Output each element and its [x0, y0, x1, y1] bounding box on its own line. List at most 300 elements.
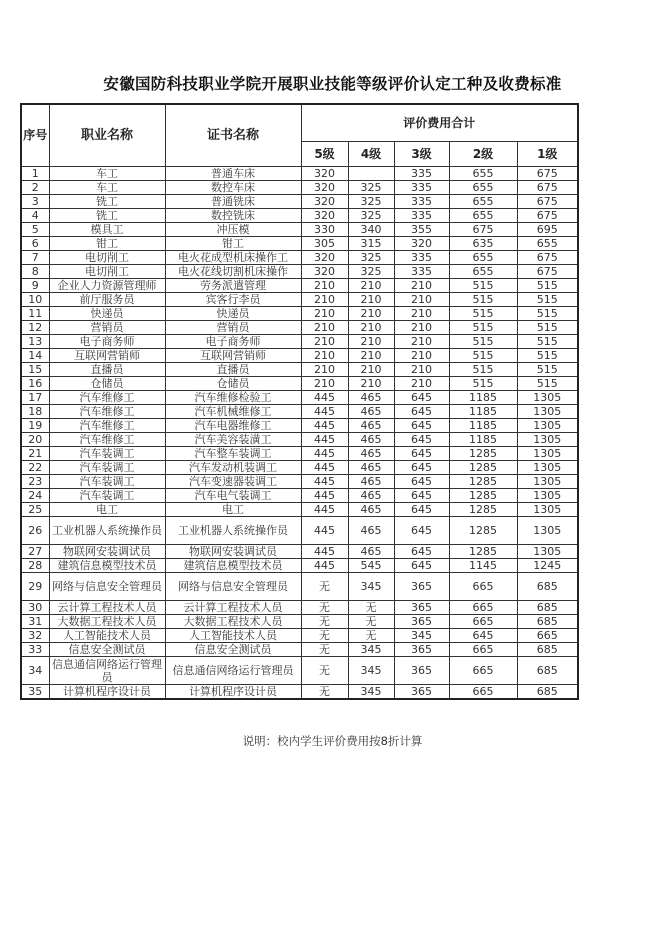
cell-certificate: 钳工 [165, 237, 301, 251]
cell-occupation: 汽车装调工 [49, 475, 165, 489]
page-title: 安徽国防科技职业学院开展职业技能等级评价认定工种及收费标准 [103, 75, 562, 93]
cell-level-4: 465 [348, 475, 394, 489]
cell-level-3: 210 [394, 293, 449, 307]
cell-level-2: 1285 [449, 461, 517, 475]
cell-level-5: 210 [301, 377, 348, 391]
cell-occupation: 云计算工程技术人员 [49, 601, 165, 615]
cell-no: 29 [21, 573, 49, 601]
cell-level-4: 325 [348, 209, 394, 223]
header-level-4: 4级 [348, 142, 394, 167]
cell-no: 26 [21, 517, 49, 545]
cell-no: 6 [21, 237, 49, 251]
cell-level-3: 355 [394, 223, 449, 237]
cell-no: 30 [21, 601, 49, 615]
cell-level-1: 1305 [517, 489, 578, 503]
table-row [21, 461, 578, 475]
cell-level-2: 1145 [449, 559, 517, 573]
cell-no: 4 [21, 209, 49, 223]
cell-certificate: 冲压模 [165, 223, 301, 237]
table-row [21, 167, 578, 181]
cell-level-5: 无 [301, 643, 348, 657]
cell-level-5: 445 [301, 391, 348, 405]
cell-no: 8 [21, 265, 49, 279]
cell-level-3: 335 [394, 167, 449, 181]
cell-level-2: 515 [449, 307, 517, 321]
cell-certificate: 汽车电气装调工 [165, 489, 301, 503]
table-row [21, 223, 578, 237]
table-row [21, 685, 578, 700]
cell-level-2: 515 [449, 335, 517, 349]
table-row [21, 657, 578, 685]
cell-no: 15 [21, 363, 49, 377]
cell-no: 21 [21, 447, 49, 461]
cell-level-1: 515 [517, 335, 578, 349]
cell-level-1: 1305 [517, 461, 578, 475]
cell-certificate: 信息通信网络运行管理员 [165, 657, 301, 685]
table-row [21, 601, 578, 615]
cell-level-2: 1285 [449, 447, 517, 461]
cell-occupation: 汽车维修工 [49, 433, 165, 447]
cell-level-2: 655 [449, 181, 517, 195]
cell-level-3: 210 [394, 307, 449, 321]
cell-certificate: 计算机程序设计员 [165, 685, 301, 700]
footnote: 说明：校内学生评价费用按8折计算 [242, 734, 423, 748]
cell-level-4: 345 [348, 643, 394, 657]
cell-level-4: 325 [348, 251, 394, 265]
cell-level-4: 325 [348, 265, 394, 279]
cell-level-3: 645 [394, 475, 449, 489]
fee-table [20, 103, 579, 700]
cell-level-4: 345 [348, 685, 394, 700]
table-row [21, 629, 578, 643]
cell-certificate: 电火花成型机床操作工 [165, 251, 301, 265]
cell-level-5: 445 [301, 559, 348, 573]
cell-level-1: 675 [517, 265, 578, 279]
cell-no: 20 [21, 433, 49, 447]
table-row [21, 377, 578, 391]
cell-occupation: 车工 [49, 181, 165, 195]
cell-level-2: 645 [449, 629, 517, 643]
table-row [21, 349, 578, 363]
table-row [21, 489, 578, 503]
table-row [21, 181, 578, 195]
cell-certificate: 快递员 [165, 307, 301, 321]
cell-occupation: 汽车装调工 [49, 447, 165, 461]
cell-level-1: 1305 [517, 447, 578, 461]
table-row [21, 391, 578, 405]
table-row [21, 475, 578, 489]
cell-level-3: 320 [394, 237, 449, 251]
cell-level-1: 675 [517, 167, 578, 181]
table-row [21, 615, 578, 629]
cell-level-4: 465 [348, 489, 394, 503]
cell-level-2: 515 [449, 349, 517, 363]
cell-no: 35 [21, 685, 49, 700]
cell-level-4: 无 [348, 615, 394, 629]
table-row [21, 321, 578, 335]
cell-certificate: 数控车床 [165, 181, 301, 195]
cell-level-4: 345 [348, 657, 394, 685]
cell-level-3: 335 [394, 181, 449, 195]
cell-level-1: 685 [517, 573, 578, 601]
table-row [21, 573, 578, 601]
cell-level-3: 365 [394, 643, 449, 657]
cell-level-1: 515 [517, 321, 578, 335]
table-row [21, 237, 578, 251]
cell-no: 14 [21, 349, 49, 363]
cell-level-5: 无 [301, 601, 348, 615]
cell-level-5: 445 [301, 517, 348, 545]
cell-level-5: 无 [301, 629, 348, 643]
cell-certificate: 普通铣床 [165, 195, 301, 209]
cell-level-1: 1305 [517, 545, 578, 559]
cell-occupation: 网络与信息安全管理员 [49, 573, 165, 601]
cell-no: 3 [21, 195, 49, 209]
cell-level-5: 210 [301, 279, 348, 293]
cell-level-3: 645 [394, 405, 449, 419]
cell-level-1: 685 [517, 615, 578, 629]
cell-level-3: 645 [394, 391, 449, 405]
cell-no: 27 [21, 545, 49, 559]
cell-level-4: 210 [348, 293, 394, 307]
cell-level-4: 315 [348, 237, 394, 251]
cell-level-1: 675 [517, 251, 578, 265]
cell-level-2: 1185 [449, 419, 517, 433]
cell-certificate: 劳务派遣管理 [165, 279, 301, 293]
cell-certificate: 汽车电器维修工 [165, 419, 301, 433]
cell-no: 33 [21, 643, 49, 657]
header-level-3: 3级 [394, 142, 449, 167]
cell-occupation: 仓储员 [49, 377, 165, 391]
cell-level-4: 325 [348, 181, 394, 195]
cell-occupation: 前厅服务员 [49, 293, 165, 307]
cell-level-3: 365 [394, 601, 449, 615]
cell-level-1: 1305 [517, 517, 578, 545]
cell-level-1: 665 [517, 629, 578, 643]
cell-level-5: 320 [301, 167, 348, 181]
cell-no: 31 [21, 615, 49, 629]
cell-no: 28 [21, 559, 49, 573]
cell-occupation: 营销员 [49, 321, 165, 335]
cell-no: 19 [21, 419, 49, 433]
cell-level-4: 465 [348, 405, 394, 419]
cell-certificate: 汽车整车装调工 [165, 447, 301, 461]
cell-occupation: 车工 [49, 167, 165, 181]
cell-occupation: 钳工 [49, 237, 165, 251]
cell-level-2: 655 [449, 265, 517, 279]
cell-level-5: 445 [301, 447, 348, 461]
cell-level-5: 210 [301, 335, 348, 349]
cell-occupation: 汽车装调工 [49, 489, 165, 503]
cell-level-5: 305 [301, 237, 348, 251]
cell-certificate: 工业机器人系统操作员 [165, 517, 301, 545]
table-body [21, 167, 578, 700]
cell-occupation: 互联网营销师 [49, 349, 165, 363]
cell-level-2: 665 [449, 685, 517, 700]
cell-level-4: 210 [348, 349, 394, 363]
table-row [21, 293, 578, 307]
cell-level-2: 1285 [449, 475, 517, 489]
cell-level-3: 645 [394, 545, 449, 559]
cell-occupation: 物联网安装调试员 [49, 545, 165, 559]
cell-level-3: 345 [394, 629, 449, 643]
cell-occupation: 快递员 [49, 307, 165, 321]
header-certificate: 证书名称 [165, 104, 301, 167]
cell-level-5: 无 [301, 657, 348, 685]
cell-level-4: 210 [348, 307, 394, 321]
cell-no: 11 [21, 307, 49, 321]
cell-no: 2 [21, 181, 49, 195]
cell-certificate: 汽车美容装潢工 [165, 433, 301, 447]
cell-level-3: 645 [394, 433, 449, 447]
cell-certificate: 汽车发动机装调工 [165, 461, 301, 475]
cell-level-3: 335 [394, 251, 449, 265]
cell-level-3: 645 [394, 559, 449, 573]
cell-level-1: 515 [517, 279, 578, 293]
table-row [21, 517, 578, 545]
cell-certificate: 数控铣床 [165, 209, 301, 223]
table-row [21, 209, 578, 223]
cell-level-3: 365 [394, 685, 449, 700]
cell-level-5: 445 [301, 475, 348, 489]
cell-level-5: 445 [301, 489, 348, 503]
cell-level-3: 645 [394, 503, 449, 517]
cell-no: 34 [21, 657, 49, 685]
cell-level-1: 1305 [517, 433, 578, 447]
cell-occupation: 电子商务师 [49, 335, 165, 349]
cell-level-4: 465 [348, 447, 394, 461]
cell-occupation: 工业机器人系统操作员 [49, 517, 165, 545]
cell-level-4: 465 [348, 391, 394, 405]
cell-level-4: 210 [348, 279, 394, 293]
cell-level-3: 335 [394, 265, 449, 279]
cell-level-4: 465 [348, 545, 394, 559]
cell-no: 5 [21, 223, 49, 237]
cell-level-4: 465 [348, 517, 394, 545]
cell-level-4: 210 [348, 335, 394, 349]
cell-occupation: 计算机程序设计员 [49, 685, 165, 700]
cell-no: 17 [21, 391, 49, 405]
cell-occupation: 电工 [49, 503, 165, 517]
cell-occupation: 信息安全测试员 [49, 643, 165, 657]
cell-level-4: 325 [348, 195, 394, 209]
cell-level-5: 210 [301, 349, 348, 363]
cell-level-4: 210 [348, 363, 394, 377]
cell-level-2: 1185 [449, 433, 517, 447]
cell-level-3: 365 [394, 615, 449, 629]
cell-level-4: 340 [348, 223, 394, 237]
cell-level-5: 210 [301, 307, 348, 321]
cell-certificate: 云计算工程技术人员 [165, 601, 301, 615]
cell-level-2: 655 [449, 251, 517, 265]
cell-level-5: 330 [301, 223, 348, 237]
cell-occupation: 模具工 [49, 223, 165, 237]
header-level-1: 1级 [517, 142, 578, 167]
table-row [21, 643, 578, 657]
cell-level-3: 645 [394, 419, 449, 433]
cell-occupation: 铣工 [49, 209, 165, 223]
cell-level-3: 210 [394, 363, 449, 377]
cell-certificate: 网络与信息安全管理员 [165, 573, 301, 601]
cell-level-2: 665 [449, 643, 517, 657]
cell-level-2: 635 [449, 237, 517, 251]
cell-level-1: 1245 [517, 559, 578, 573]
cell-level-2: 1285 [449, 545, 517, 559]
cell-no: 32 [21, 629, 49, 643]
cell-level-1: 515 [517, 363, 578, 377]
cell-level-2: 655 [449, 209, 517, 223]
cell-level-4: 465 [348, 433, 394, 447]
cell-level-5: 445 [301, 545, 348, 559]
cell-level-2: 1185 [449, 405, 517, 419]
cell-level-5: 320 [301, 265, 348, 279]
cell-level-2: 655 [449, 195, 517, 209]
header-level-5: 5级 [301, 142, 348, 167]
cell-certificate: 汽车变速器装调工 [165, 475, 301, 489]
cell-level-3: 210 [394, 321, 449, 335]
cell-certificate: 营销员 [165, 321, 301, 335]
cell-certificate: 信息安全测试员 [165, 643, 301, 657]
cell-level-3: 645 [394, 517, 449, 545]
cell-certificate: 电工 [165, 503, 301, 517]
cell-occupation: 电切削工 [49, 265, 165, 279]
cell-occupation: 建筑信息模型技术员 [49, 559, 165, 573]
table-row [21, 405, 578, 419]
header-level-2: 2级 [449, 142, 517, 167]
cell-level-3: 645 [394, 461, 449, 475]
cell-level-4: 210 [348, 377, 394, 391]
cell-no: 24 [21, 489, 49, 503]
cell-level-4: 无 [348, 629, 394, 643]
cell-level-5: 210 [301, 293, 348, 307]
cell-level-1: 675 [517, 195, 578, 209]
cell-certificate: 宾客行李员 [165, 293, 301, 307]
cell-level-4: 465 [348, 461, 394, 475]
cell-level-4: 465 [348, 419, 394, 433]
cell-level-3: 210 [394, 335, 449, 349]
table-row [21, 195, 578, 209]
table-row [21, 447, 578, 461]
cell-level-2: 665 [449, 601, 517, 615]
cell-level-3: 365 [394, 657, 449, 685]
table-row [21, 419, 578, 433]
cell-level-2: 665 [449, 615, 517, 629]
cell-no: 13 [21, 335, 49, 349]
cell-occupation: 电切削工 [49, 251, 165, 265]
cell-level-1: 695 [517, 223, 578, 237]
cell-level-1: 1305 [517, 405, 578, 419]
table-row [21, 251, 578, 265]
cell-level-5: 无 [301, 615, 348, 629]
cell-certificate: 建筑信息模型技术员 [165, 559, 301, 573]
cell-level-1: 685 [517, 643, 578, 657]
cell-certificate: 汽车机械维修工 [165, 405, 301, 419]
cell-occupation: 信息通信网络运行管理员 [49, 657, 165, 685]
cell-no: 12 [21, 321, 49, 335]
table-row [21, 335, 578, 349]
cell-level-5: 445 [301, 503, 348, 517]
cell-level-2: 1285 [449, 489, 517, 503]
cell-level-2: 1285 [449, 517, 517, 545]
cell-level-3: 210 [394, 349, 449, 363]
cell-level-2: 515 [449, 279, 517, 293]
cell-level-4: 无 [348, 601, 394, 615]
cell-level-4: 345 [348, 573, 394, 601]
cell-level-3: 335 [394, 209, 449, 223]
cell-level-5: 320 [301, 209, 348, 223]
cell-level-2: 515 [449, 293, 517, 307]
header-occupation: 职业名称 [49, 104, 165, 167]
cell-level-5: 445 [301, 433, 348, 447]
table-row [21, 559, 578, 573]
cell-no: 1 [21, 167, 49, 181]
cell-level-1: 675 [517, 181, 578, 195]
cell-level-5: 445 [301, 419, 348, 433]
cell-level-1: 675 [517, 209, 578, 223]
cell-level-4: 465 [348, 503, 394, 517]
cell-level-4: 210 [348, 321, 394, 335]
cell-occupation: 企业人力资源管理师 [49, 279, 165, 293]
cell-occupation: 直播员 [49, 363, 165, 377]
cell-certificate: 电子商务师 [165, 335, 301, 349]
table-row [21, 545, 578, 559]
table-row [21, 265, 578, 279]
cell-level-1: 515 [517, 377, 578, 391]
cell-level-1: 515 [517, 349, 578, 363]
cell-certificate: 人工智能技术人员 [165, 629, 301, 643]
cell-certificate: 大数据工程技术人员 [165, 615, 301, 629]
cell-level-1: 1305 [517, 475, 578, 489]
cell-certificate: 互联网营销师 [165, 349, 301, 363]
cell-certificate: 物联网安装调试员 [165, 545, 301, 559]
cell-level-2: 1185 [449, 391, 517, 405]
table-row [21, 503, 578, 517]
cell-level-4 [348, 167, 394, 181]
cell-level-1: 1305 [517, 391, 578, 405]
cell-occupation: 汽车装调工 [49, 461, 165, 475]
cell-level-5: 445 [301, 405, 348, 419]
cell-level-3: 365 [394, 573, 449, 601]
table-row [21, 279, 578, 293]
cell-level-2: 515 [449, 321, 517, 335]
cell-level-2: 665 [449, 657, 517, 685]
cell-level-5: 无 [301, 685, 348, 700]
cell-level-3: 210 [394, 279, 449, 293]
cell-level-5: 320 [301, 251, 348, 265]
cell-occupation: 铣工 [49, 195, 165, 209]
cell-occupation: 汽车维修工 [49, 405, 165, 419]
cell-no: 9 [21, 279, 49, 293]
cell-level-5: 320 [301, 195, 348, 209]
cell-level-5: 210 [301, 363, 348, 377]
cell-occupation: 人工智能技术人员 [49, 629, 165, 643]
cell-level-5: 无 [301, 573, 348, 601]
cell-no: 22 [21, 461, 49, 475]
cell-level-2: 675 [449, 223, 517, 237]
cell-certificate: 普通车床 [165, 167, 301, 181]
cell-level-1: 515 [517, 293, 578, 307]
cell-level-2: 515 [449, 363, 517, 377]
cell-certificate: 仓储员 [165, 377, 301, 391]
cell-level-1: 685 [517, 657, 578, 685]
cell-level-1: 685 [517, 685, 578, 700]
cell-certificate: 直播员 [165, 363, 301, 377]
cell-level-3: 645 [394, 447, 449, 461]
cell-certificate: 电火花线切割机床操作 [165, 265, 301, 279]
cell-level-1: 1305 [517, 503, 578, 517]
header-fee-total: 评价费用合计 [301, 104, 578, 142]
cell-level-3: 645 [394, 489, 449, 503]
